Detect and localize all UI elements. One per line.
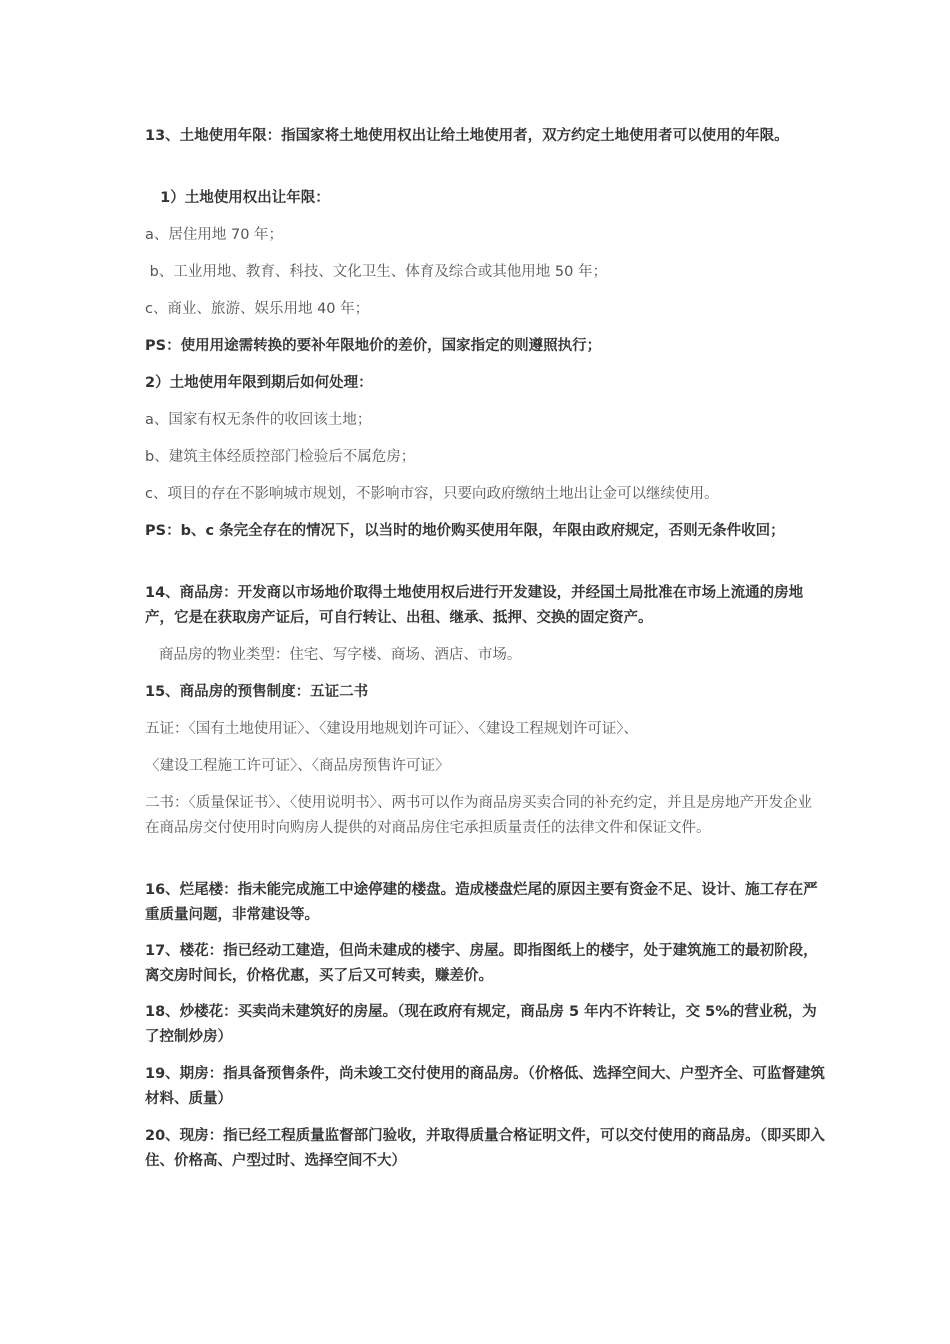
two-documents: 二书：〈质量保证书〉、〈使用说明书〉、两书可以作为商品房买卖合同的补充约定，并且是房地产开发企业在商品房交付使用时向购房人提供的对商品房住宅承担质量责任的法律文件和保证文件。 (145, 795, 812, 836)
item-13-land-use-term: 13、土地使用年限：指国家将土地使用权出让给土地使用者，双方约定土地使用者可以使用的年限。 (145, 128, 789, 144)
item-17-off-plan: 17、楼花：指已经动工建造，但尚未建成的楼宇、房屋。即指图纸上的楼宇，处于建筑施工的最初阶段，离交房时间长，价格优惠，买了后又可转卖，赚差价。 (145, 943, 818, 984)
commercial-land-term: c、商业、旅游、娱乐用地 40 年； (145, 301, 370, 317)
expiry-item-a: a、国家有权无条件的收回该土地； (145, 412, 372, 428)
property-types: 商品房的物业类型：住宅、写字楼、商场、酒店、市场。 (145, 647, 522, 663)
item-19-forward-housing: 19、期房：指具备预售条件，尚未竣工交付使用的商品房。（价格低、选择空间大、户型齐全、可监督建筑材料、质量） (145, 1066, 825, 1107)
item-18-off-plan-speculation: 18、炒楼花：买卖尚未建筑好的房屋。（现在政府有规定，商品房 5 年内不许转让，交 5%的营业税，为了控制炒房） (145, 1004, 817, 1045)
item-16-unfinished-building: 16、烂尾楼：指未能完成施工中途停建的楼盘。造成楼盘烂尾的原因主要有资金不足、设计、施工存在严重质量问题，非常建设等。 (145, 882, 818, 923)
expiry-item-b: b、建筑主体经质控部门检验后不属危房； (145, 449, 416, 465)
five-certificates: 五证：〈国有土地使用证〉、〈建设用地规划许可证〉、〈建设工程规划许可证〉、 (145, 721, 638, 737)
ps-note-2: PS：b、c 条完全存在的情况下，以当时的地价购买使用年限，年限由政府规定，否则无条件收回； (145, 523, 785, 539)
five-certificates-cont: 〈建设工程施工许可证〉、〈商品房预售许可证〉 (145, 758, 450, 774)
item-14-commercial-housing: 14、商品房：开发商以市场地价取得土地使用权后进行开发建设，并经国土局批准在市场上流通的房地产，它是在获取房产证后，可自行转让、出租、继承、抵押、交换的固定资产。 (145, 585, 804, 626)
subheading-transfer-term: 1）土地使用权出让年限： (145, 190, 330, 206)
expiry-item-c: c、项目的存在不影响城市规划，不影响市容，只要向政府缴纳土地出让金可以继续使用。 (145, 486, 719, 502)
industrial-land-term: b、工业用地、教育、科技、文化卫生、体育及综合或其他用地 50 年； (145, 264, 607, 280)
subheading-expiry-handling: 2）土地使用年限到期后如何处理： (145, 375, 373, 391)
item-15-presale-system: 15、商品房的预售制度：五证二书 (145, 684, 369, 700)
ps-note-1: PS：使用用途需转换的要补年限地价的差价，国家指定的则遵照执行； (145, 338, 602, 354)
residential-land-term: a、居住用地 70 年； (145, 227, 284, 243)
item-20-existing-housing: 20、现房：指已经工程质量监督部门验收，并取得质量合格证明文件，可以交付使用的商品房。（即买即入住、价格高、户型过时、选择空间不大） (145, 1128, 825, 1169)
